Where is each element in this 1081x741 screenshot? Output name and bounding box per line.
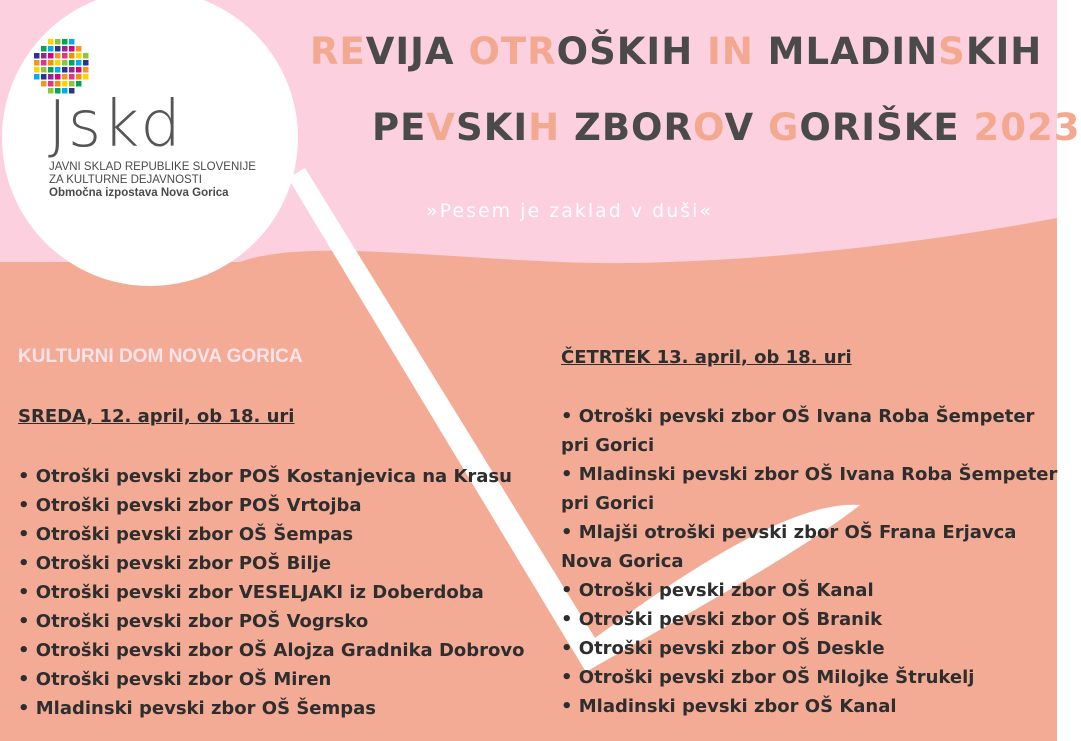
title-segment: V bbox=[724, 106, 768, 149]
list-item: • Otroški pevski zbor OŠ Branik bbox=[561, 609, 883, 630]
mosaic-tile bbox=[76, 46, 82, 52]
mosaic-tile bbox=[76, 60, 82, 66]
mosaic-tile bbox=[48, 53, 54, 59]
title-segment: ORIŠKE bbox=[799, 106, 974, 149]
mosaic-tile bbox=[55, 74, 61, 80]
mosaic-tile bbox=[83, 67, 89, 73]
logo-subtitle bbox=[49, 161, 256, 200]
mosaic-tile bbox=[62, 74, 68, 80]
title-segment: S bbox=[938, 30, 966, 73]
mosaic-tile bbox=[69, 39, 75, 45]
mosaic-tile bbox=[55, 46, 61, 52]
mosaic-tile bbox=[62, 53, 68, 59]
list-item: • Otroški pevski zbor POŠ Vogrsko bbox=[18, 611, 369, 632]
day-heading-wednesday: SREDA, 12. april, ob 18. uri bbox=[18, 406, 295, 427]
mosaic-tile bbox=[83, 53, 89, 59]
day-heading-thursday: ČETRTEK 13. april, ob 18. uri bbox=[561, 347, 852, 368]
title-segment: O bbox=[692, 106, 725, 149]
title-segment: IN bbox=[707, 30, 768, 73]
list-item: • Otroški pevski zbor POŠ Bilje bbox=[18, 553, 332, 574]
list-item: • Otroški pevski zbor OŠ Alojza Gradnika Dobrovo bbox=[18, 640, 525, 661]
mosaic-tile bbox=[34, 60, 40, 66]
mosaic-tile bbox=[48, 67, 54, 73]
venue-heading: KULTURNI DOM NOVA GORICA bbox=[18, 346, 303, 367]
mosaic-tile bbox=[69, 46, 75, 52]
mosaic-tile bbox=[62, 81, 68, 87]
title-segment: SKI bbox=[456, 106, 529, 149]
mosaic-tile bbox=[76, 74, 82, 80]
list-item: • Otroški pevski zbor VESELJAKI iz Doberdoba bbox=[18, 582, 484, 603]
title-segment: MLADIN bbox=[767, 30, 939, 73]
list-item: • Otroški pevski zbor OŠ Ivana Roba Šempeter bbox=[561, 406, 1035, 427]
title-segment: V bbox=[426, 106, 457, 149]
motto: »Pesem je zaklad v duši« bbox=[426, 200, 714, 222]
choir-list-wednesday bbox=[18, 462, 525, 723]
mosaic-tile bbox=[48, 39, 54, 45]
list-item: pri Gorici bbox=[561, 435, 655, 456]
mosaic-tile bbox=[34, 74, 40, 80]
title-segment: 2023 bbox=[973, 106, 1081, 149]
mosaic-tile bbox=[83, 60, 89, 66]
mosaic-tile bbox=[69, 74, 75, 80]
title-segment: H bbox=[528, 106, 574, 149]
list-item: Nova Gorica bbox=[561, 551, 684, 572]
mosaic-tile bbox=[62, 39, 68, 45]
title-segment: G bbox=[767, 106, 800, 149]
title-line-1 bbox=[310, 30, 1042, 73]
mosaic-tile bbox=[69, 53, 75, 59]
mosaic-tile bbox=[76, 67, 82, 73]
mosaic-tile bbox=[55, 81, 61, 87]
mosaic-tile bbox=[62, 46, 68, 52]
title-segment: KIH bbox=[965, 30, 1043, 73]
mosaic-tile bbox=[76, 53, 82, 59]
mosaic-tile bbox=[34, 53, 40, 59]
mosaic-tile bbox=[62, 60, 68, 66]
mosaic-tile bbox=[48, 60, 54, 66]
mosaic-tile bbox=[76, 81, 82, 87]
mosaic-tile bbox=[41, 46, 47, 52]
list-item: • Mlajši otroški pevski zbor OŠ Frana Erjavca bbox=[561, 522, 1017, 543]
title-line-2 bbox=[372, 106, 1081, 149]
list-item: • Mladinski pevski zbor OŠ Šempas bbox=[18, 698, 377, 719]
mosaic-tile bbox=[41, 60, 47, 66]
list-item: • Otroški pevski zbor OŠ Miren bbox=[18, 669, 332, 690]
mosaic-tile bbox=[55, 39, 61, 45]
title-segment: VIJA bbox=[365, 30, 469, 73]
mosaic-tile bbox=[69, 67, 75, 73]
list-item: • Otroški pevski zbor OŠ Milojke Štrukelj bbox=[561, 667, 975, 688]
list-item: • Otroški pevski zbor OŠ Deskle bbox=[561, 638, 885, 659]
logo-line-1: JAVNI SKLAD REPUBLIKE SLOVENIJE bbox=[49, 161, 256, 173]
list-item: • Mladinski pevski zbor OŠ Ivana Roba Šempeter bbox=[561, 464, 1058, 485]
mosaic-tile bbox=[48, 46, 54, 52]
title-segment: OŠ bbox=[556, 30, 617, 73]
mosaic-tile bbox=[41, 74, 47, 80]
list-item: • Mladinski pevski zbor OŠ Kanal bbox=[561, 696, 897, 717]
title-segment: OTR bbox=[468, 30, 557, 73]
mosaic-tile bbox=[83, 74, 89, 80]
mosaic-tile bbox=[34, 67, 40, 73]
title-segment: RE bbox=[310, 30, 366, 73]
mosaic-tile bbox=[69, 81, 75, 87]
mosaic-tile bbox=[55, 67, 61, 73]
mosaic-tile bbox=[55, 60, 61, 66]
list-item: • Otroški pevski zbor POŠ Kostanjevica na Krasu bbox=[18, 466, 512, 487]
title-segment: PE bbox=[372, 106, 427, 149]
logo-line-3: Območna izpostava Nova Gorica bbox=[49, 187, 229, 199]
list-item: pri Gorici bbox=[561, 493, 655, 514]
logo-line-2: ZA KULTURNE DEJAVNOSTI bbox=[49, 174, 202, 186]
mosaic-tile bbox=[69, 60, 75, 66]
title-segment: KIH bbox=[616, 30, 708, 73]
list-item: • Otroški pevski zbor OŠ Šempas bbox=[18, 524, 354, 545]
choir-list-thursday bbox=[561, 402, 1057, 721]
logo-wordmark: Jskd bbox=[48, 88, 182, 162]
mosaic-tile bbox=[62, 67, 68, 73]
list-item: • Otroški pevski zbor POŠ Vrtojba bbox=[18, 495, 362, 516]
mosaic-tile bbox=[55, 53, 61, 59]
list-item: • Otroški pevski zbor OŠ Kanal bbox=[561, 580, 874, 601]
title-segment: ZBOR bbox=[574, 106, 693, 149]
mosaic-tile bbox=[41, 53, 47, 59]
mosaic-tile bbox=[41, 81, 47, 87]
mosaic-tile bbox=[48, 81, 54, 87]
mosaic-tile bbox=[41, 67, 47, 73]
mosaic-tile bbox=[48, 74, 54, 80]
